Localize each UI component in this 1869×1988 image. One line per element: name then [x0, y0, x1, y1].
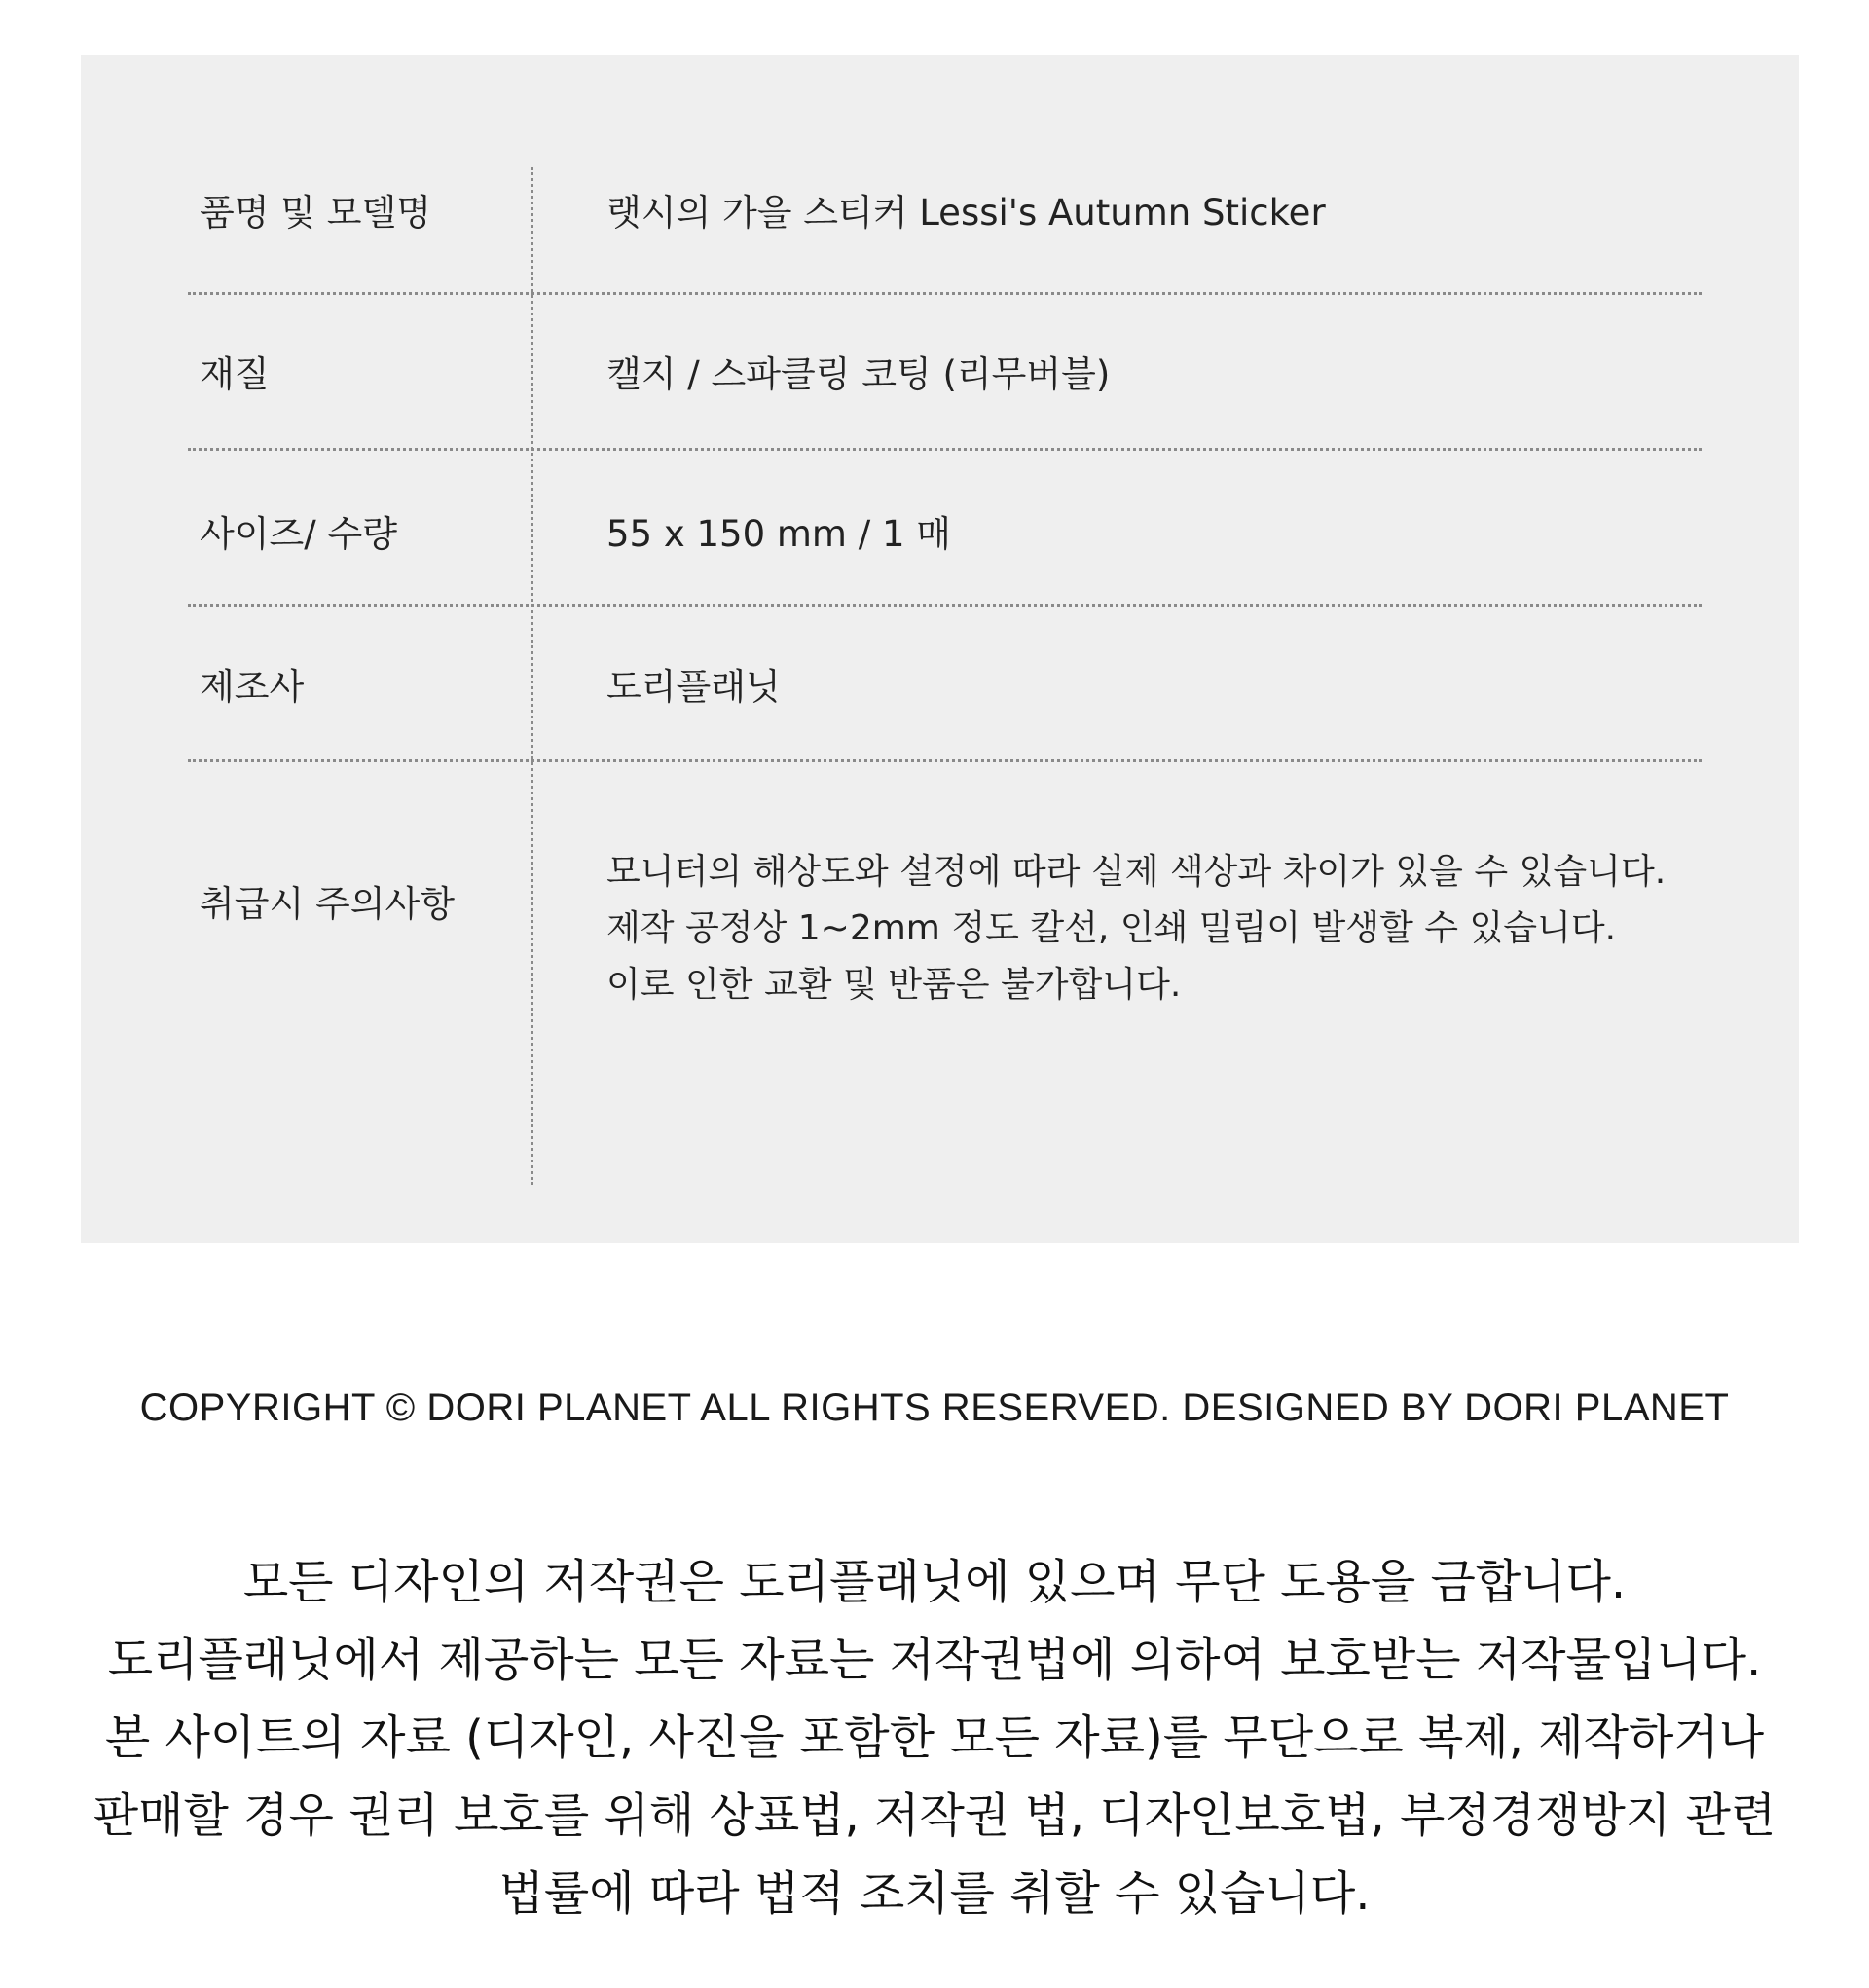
copyright-notice — [0, 1543, 1869, 1933]
column-divider — [531, 167, 533, 1185]
row-divider — [188, 292, 1702, 295]
caution-line: 이로 인한 교환 및 반품은 불가합니다. — [606, 965, 1182, 1005]
value-product-name: 랫시의 가을 스티커 Lessi's Autumn Sticker — [606, 192, 1326, 234]
value-size-quantity: 55 x 150 mm / 1 매 — [606, 513, 951, 555]
value-material: 캘지 / 스파클링 코팅 (리무버블) — [606, 353, 1111, 395]
notice-line: 도리플래닛에서 제공하는 모든 자료는 저작권법에 의하여 보호받는 저작물입니다. — [107, 1633, 1762, 1687]
row-divider — [188, 604, 1702, 607]
label-handling-caution: 취급시 주의사항 — [200, 883, 455, 925]
label-material: 재질 — [200, 353, 270, 395]
notice-line: 판매할 경우 권리 보호를 위해 상표법, 저작권 법, 디자인보호법, 부정경쟁방지 관련 — [92, 1788, 1777, 1843]
label-product-name: 품명 및 모델명 — [200, 192, 431, 234]
copyright-text: COPYRIGHT © DORI PLANET ALL RIGHTS RESERVED. DESIGNED BY DORI PLANET — [139, 1386, 1730, 1429]
notice-line: 법률에 따라 법적 조치를 취할 수 있습니다. — [498, 1866, 1371, 1921]
caution-line: 제작 공정상 1~2mm 정도 칼선, 인쇄 밀림이 발생할 수 있습니다. — [606, 908, 1617, 948]
label-size-quantity: 사이즈/ 수량 — [200, 513, 397, 555]
label-manufacturer: 제조사 — [200, 666, 305, 708]
notice-line: 본 사이트의 자료 (디자인, 사진을 포함한 모든 자료)를 무단으로 복제, 제작하거나 — [104, 1711, 1765, 1765]
row-divider — [188, 448, 1702, 451]
product-info-panel — [81, 55, 1799, 1243]
notice-line: 모든 디자인의 저작권은 도리플래닛에 있으며 무단 도용을 금합니다. — [242, 1555, 1627, 1609]
value-manufacturer: 도리플래닛 — [606, 666, 781, 708]
row-divider — [188, 759, 1702, 762]
caution-line: 모니터의 해상도와 설정에 따라 실제 색상과 차이가 있을 수 있습니다. — [606, 852, 1667, 892]
handling-caution-list — [606, 844, 1666, 1013]
